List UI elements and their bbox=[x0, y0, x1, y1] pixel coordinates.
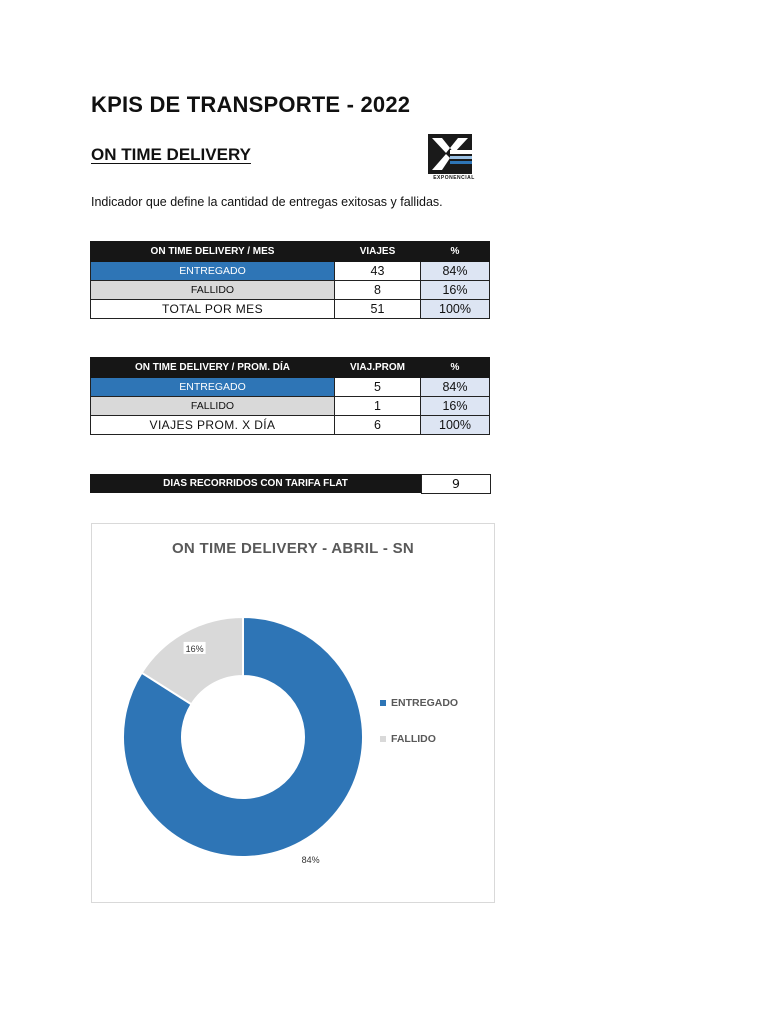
on-time-delivery-chart bbox=[91, 523, 495, 903]
legend-item-fallido bbox=[380, 730, 458, 748]
row-percent: 16% bbox=[421, 397, 490, 416]
row-label: ENTREGADO bbox=[91, 378, 335, 397]
row-value: 1 bbox=[335, 397, 421, 416]
table-row bbox=[91, 397, 490, 416]
data-label-text: 84% bbox=[301, 855, 320, 866]
table-row bbox=[91, 300, 490, 319]
row-percent: 84% bbox=[421, 262, 490, 281]
data-label-fallido bbox=[184, 642, 206, 654]
on-time-delivery-month-table bbox=[90, 241, 490, 319]
exponencial-logo-icon bbox=[428, 134, 480, 176]
column-header: % bbox=[421, 358, 490, 378]
data-label-text: 16% bbox=[185, 643, 204, 654]
row-label: ENTREGADO bbox=[91, 262, 335, 281]
row-percent: 16% bbox=[421, 281, 490, 300]
table-row bbox=[91, 416, 490, 435]
column-header: VIAJES bbox=[335, 242, 421, 262]
table-row bbox=[91, 262, 490, 281]
logo-caption: EXPONENCIAL bbox=[433, 175, 475, 181]
legend-label: FALLIDO bbox=[391, 733, 436, 745]
table-row bbox=[91, 281, 490, 300]
chart-title: ON TIME DELIVERY - ABRIL - SN bbox=[171, 540, 415, 557]
column-header: VIAJ.PROM bbox=[335, 358, 421, 378]
row-value: 43 bbox=[335, 262, 421, 281]
table-header-row bbox=[91, 358, 490, 378]
row-percent: 100% bbox=[421, 300, 490, 319]
row-value: 6 bbox=[335, 416, 421, 435]
row-label: FALLIDO bbox=[91, 397, 335, 416]
legend-item-entregado bbox=[380, 694, 458, 712]
flat-rate-days-label: DIAS RECORRIDOS CON TARIFA FLAT bbox=[90, 474, 421, 493]
row-label: VIAJES PROM. X DÍA bbox=[91, 416, 335, 435]
page-title: KPIS DE TRANSPORTE - 2022 bbox=[91, 92, 411, 117]
company-logo bbox=[428, 134, 480, 184]
row-value: 5 bbox=[335, 378, 421, 397]
table-row bbox=[91, 378, 490, 397]
legend-label: ENTREGADO bbox=[391, 697, 459, 709]
column-header: ON TIME DELIVERY / PROM. DÍA bbox=[91, 358, 335, 378]
column-header: ON TIME DELIVERY / MES bbox=[91, 242, 335, 262]
row-percent: 100% bbox=[421, 416, 490, 435]
data-label-entregado bbox=[300, 853, 322, 865]
flat-rate-days-value: 9 bbox=[421, 474, 491, 494]
row-value: 8 bbox=[335, 281, 421, 300]
row-label: TOTAL POR MES bbox=[91, 300, 335, 319]
section-title: ON TIME DELIVERY bbox=[91, 145, 251, 164]
legend-swatch-entregado bbox=[380, 700, 386, 706]
row-percent: 84% bbox=[421, 378, 490, 397]
chart-legend bbox=[380, 694, 458, 766]
row-value: 51 bbox=[335, 300, 421, 319]
column-header: % bbox=[421, 242, 490, 262]
on-time-delivery-day-table bbox=[90, 357, 490, 435]
legend-swatch-fallido bbox=[380, 736, 386, 742]
section-description: Indicador que define la cantidad de entregas exitosas y fallidas. bbox=[91, 195, 443, 209]
row-label: FALLIDO bbox=[91, 281, 335, 300]
table-header-row bbox=[91, 242, 490, 262]
